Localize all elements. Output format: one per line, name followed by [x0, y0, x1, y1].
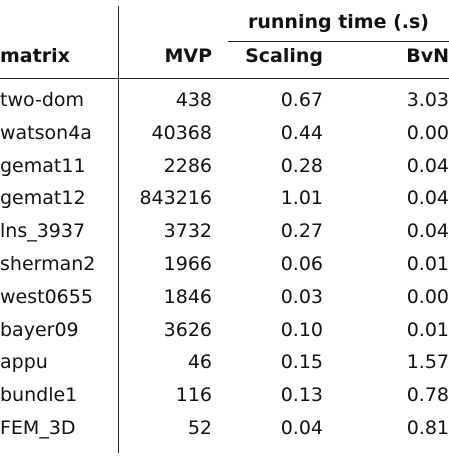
group-header-rule [228, 41, 449, 42]
cell-mvp: 3626 [163, 318, 212, 341]
cell-mvp: 2286 [163, 154, 212, 177]
cell-mvp: 843216 [139, 187, 212, 210]
cell-scaling: 0.44 [280, 121, 323, 144]
cell-mvp: 1966 [163, 253, 212, 275]
cell-mvp: 40368 [151, 121, 212, 144]
cell-matrix: watson4a [0, 121, 92, 144]
cell-scaling: 0.28 [280, 154, 323, 177]
header-bvn: BvN [406, 45, 449, 67]
cell-scaling: 1.01 [280, 187, 323, 210]
cell-scaling: 0.13 [280, 384, 323, 407]
cell-mvp: 116 [175, 384, 212, 407]
cell-mvp: 52 [187, 417, 212, 439]
cell-bvn: 0.78 [406, 384, 449, 407]
cell-bvn: 0.04 [406, 154, 449, 177]
cell-scaling: 0.06 [280, 253, 323, 275]
cell-mvp: 438 [175, 89, 212, 111]
header-matrix: matrix [0, 45, 70, 67]
header-mvp: MVP [164, 45, 212, 67]
cell-bvn: 3.03 [406, 89, 449, 111]
cell-bvn: 0.81 [406, 417, 449, 439]
cell-matrix: lns_3937 [0, 220, 86, 243]
cell-scaling: 0.67 [280, 89, 323, 111]
cell-scaling: 0.04 [280, 417, 323, 439]
cell-bvn: 0.00 [406, 285, 449, 308]
cell-matrix: gemat11 [0, 154, 86, 177]
cell-matrix: FEM_3D [0, 417, 76, 439]
group-header-running-time: running time (.s) [248, 11, 429, 33]
cell-bvn: 0.01 [406, 318, 449, 341]
cell-scaling: 0.10 [280, 318, 323, 341]
cell-matrix: sherman2 [0, 253, 96, 275]
cell-matrix: appu [0, 351, 48, 374]
cell-mvp: 3732 [163, 220, 212, 243]
cell-matrix: bundle1 [0, 384, 78, 407]
cell-matrix: west0655 [0, 285, 93, 308]
cell-scaling: 0.27 [280, 220, 323, 243]
cell-bvn: 1.57 [406, 351, 449, 374]
cell-bvn: 0.04 [406, 187, 449, 210]
cell-mvp: 1846 [163, 285, 212, 308]
header-rule [0, 78, 449, 79]
cell-matrix: two-dom [0, 89, 85, 111]
cell-bvn: 0.01 [406, 253, 449, 275]
cell-matrix: gemat12 [0, 187, 86, 210]
header-scaling: Scaling [245, 45, 323, 67]
cell-scaling: 0.15 [280, 351, 323, 374]
cell-bvn: 0.00 [406, 121, 449, 144]
cell-bvn: 0.04 [406, 220, 449, 243]
cell-scaling: 0.03 [280, 285, 323, 308]
cell-matrix: bayer09 [0, 318, 79, 341]
cell-mvp: 46 [187, 351, 212, 374]
